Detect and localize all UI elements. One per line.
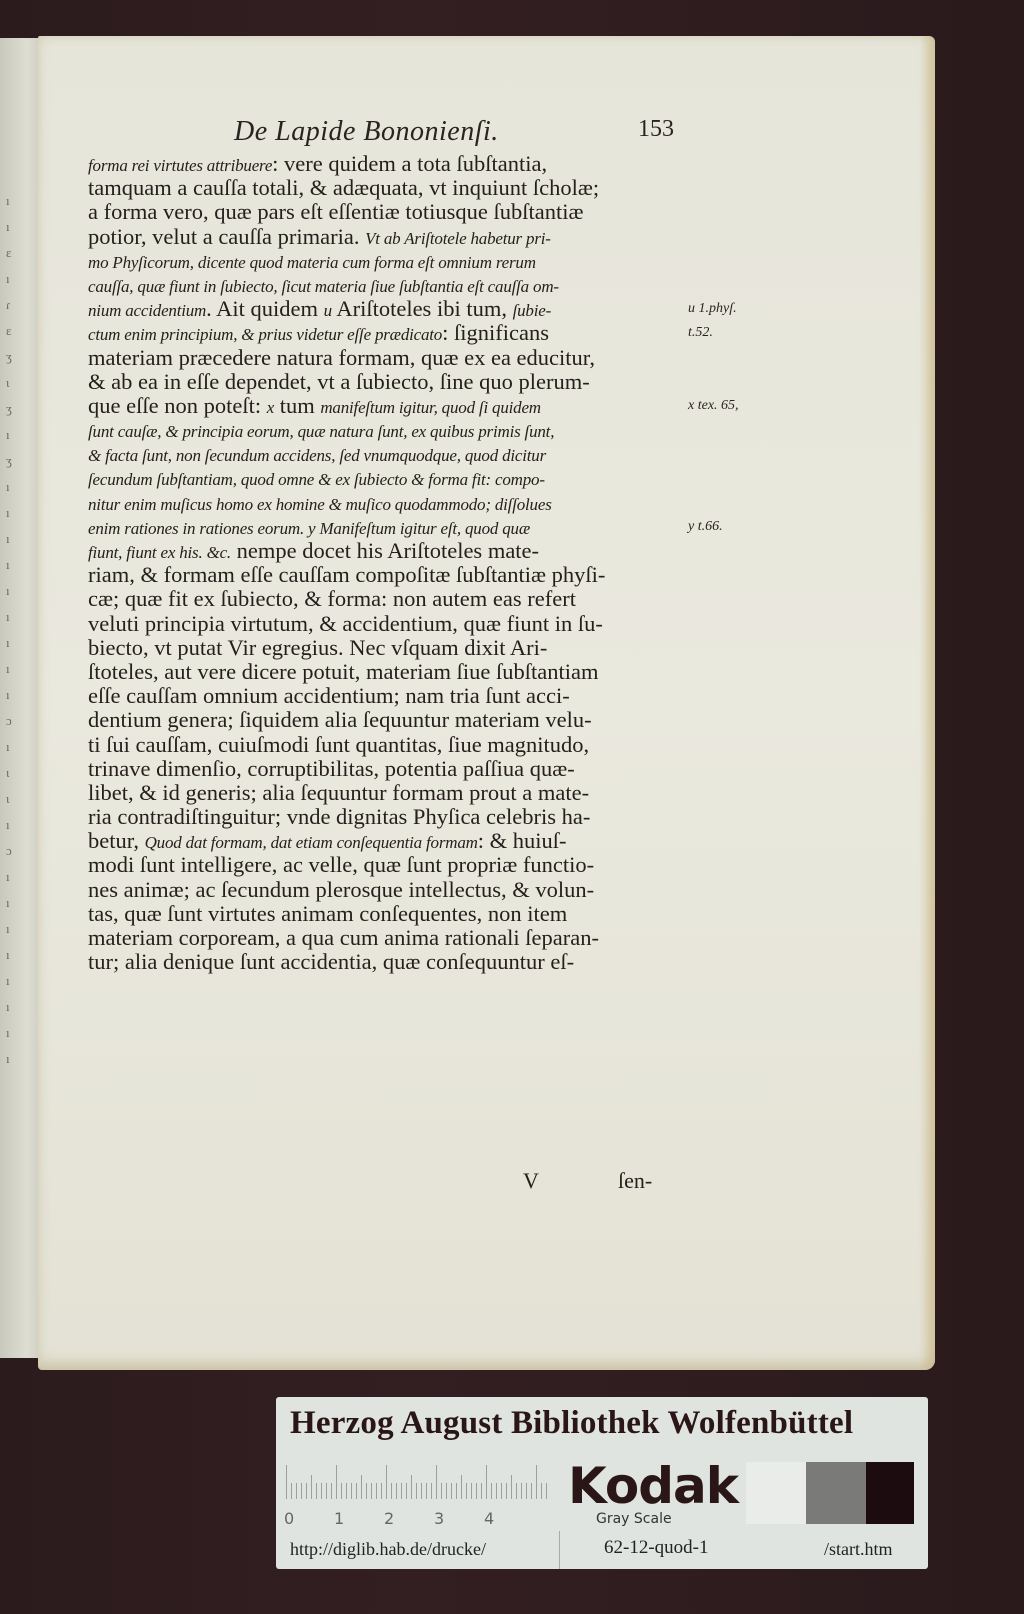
ruler-tick (536, 1465, 537, 1499)
italic-quotation: ſecundum ſubſtantiam, quod omne & ex ſubiecto & forma fit: compo- (88, 470, 545, 490)
text-line (88, 950, 728, 974)
gray-swatch-gray (806, 1462, 866, 1524)
ruler-tick (331, 1483, 332, 1499)
italic-quotation: & facta ſunt, non ſecundum accidens, ſed vnumquodque, quod dicitur (88, 446, 546, 466)
roman-text: modi ſunt intelligere, ac velle, quæ ſunt propriæ functio- (88, 852, 595, 878)
ruler-tick (511, 1475, 512, 1499)
call-number: 62-12-quod-1 (604, 1537, 709, 1558)
italic-quotation: ctum enim principium, & prius videtur eſſe prædicato (88, 325, 443, 345)
roman-text: ſtoteles, aut vere dicere potuit, materiam ſiue ſubſtantiam (88, 658, 599, 684)
previous-page-edge (0, 38, 39, 1358)
ruler-tick (296, 1483, 297, 1499)
italic-quotation: mo Phyſicorum, dicente quod materia cum forma eſt omnium rerum (88, 252, 536, 272)
text-line (88, 491, 728, 515)
ruler-tick (476, 1483, 477, 1499)
ruler-tick (461, 1475, 462, 1499)
roman-text: trinave dimenſio, corruptibilitas, potentia paſſiua quæ- (88, 755, 575, 781)
previous-page-bleed: ı ı ε ı ɾ ɛ ʒ ɩ ʒ ı ʒ ı ı ı ı ı ı ı ı ı ɔ ı ɩ ɩ ı ɔ ı ı ı ı ı ı ı ı (6, 193, 12, 1066)
text-line (88, 442, 728, 466)
roman-text: materiam præcedere natura formam, quæ ex ea educitur, (88, 344, 595, 370)
text-line (88, 612, 728, 636)
ruler-tick (436, 1465, 437, 1499)
margin-note: y t.66. (688, 519, 723, 534)
ruler-tick (491, 1483, 492, 1499)
roman-text: potior, velut a cauſſa primaria. (88, 223, 366, 249)
roman-text: Ariſtoteles ibi tum, (331, 296, 513, 322)
text-line (88, 853, 728, 877)
ruler-tick (521, 1483, 522, 1499)
roman-text: tur; alia denique ſunt accidentia, quæ conſequuntur eſ- (88, 949, 575, 975)
ruler-tick (416, 1483, 417, 1499)
gray-swatch-black (866, 1462, 914, 1524)
text-line (88, 176, 728, 200)
roman-text: ti ſui cauſſam, cuiuſmodi ſunt quantitas, ſiue magnitudo, (88, 731, 590, 757)
ruler-tick (381, 1483, 382, 1499)
text-line (88, 636, 728, 660)
italic-quotation: x (266, 397, 275, 417)
ruler-tick (366, 1483, 367, 1499)
roman-text: eſſe cauſſam omnium accidentium; nam tria ſunt acci- (88, 683, 570, 709)
roman-text: & ab ea in eſſe dependet, vt a ſubiecto, ſine quo plerum- (88, 368, 590, 394)
ruler-tick (486, 1465, 487, 1499)
roman-text: ria contradiſtinguitur; vnde dignitas Phyſica celebris ha- (88, 804, 591, 830)
ruler-number: 1 (334, 1509, 345, 1528)
text-line (88, 781, 728, 805)
ruler-tick (391, 1483, 392, 1499)
roman-text: . Ait quidem (206, 296, 324, 322)
roman-text: tum (274, 392, 321, 418)
ruler-tick (531, 1483, 532, 1499)
ruler-number: 2 (384, 1509, 395, 1528)
ruler-tick (376, 1483, 377, 1499)
url-suffix: /start.htm (824, 1539, 893, 1559)
italic-quotation: Quod dat formam, dat etiam conſequentia formam (144, 833, 478, 853)
ruler-tick (396, 1483, 397, 1499)
ruler-tick (336, 1465, 337, 1499)
ruler-tick (301, 1483, 302, 1499)
italic-quotation: manifeſtum igitur, quod ſi quidem (320, 397, 541, 417)
roman-text: dentium genera; ſiquidem alia ſequuntur materiam velu- (88, 707, 592, 733)
ruler-tick (316, 1483, 317, 1499)
text-line (88, 563, 728, 587)
ruler-tick (426, 1483, 427, 1499)
text-line (88, 660, 728, 684)
italic-quotation: enim rationes in rationes eorum. y Manifeſtum igitur eſt, quod quæ (88, 518, 530, 538)
ruler-tick (466, 1483, 467, 1499)
text-line (88, 587, 728, 611)
label-divider (559, 1531, 560, 1569)
roman-text: veluti principia virtutum, & accidentium, quæ fiunt in ſu- (88, 610, 603, 636)
roman-text: riam, & formam eſſe cauſſam compoſitæ ſubſtantiæ phyſi- (88, 562, 606, 588)
roman-text: nempe docet his Ariſtoteles mate- (231, 538, 540, 563)
gray-swatch-white (746, 1462, 806, 1524)
text-line (88, 249, 728, 273)
text-line (88, 926, 728, 950)
roman-text: : & huiuſ- (477, 828, 567, 854)
text-line (88, 733, 728, 757)
text-line (88, 829, 728, 853)
scale-ruler (286, 1463, 548, 1499)
text-line (88, 346, 728, 370)
library-label-card (276, 1397, 928, 1569)
text-line (88, 902, 728, 926)
ruler-tick (386, 1465, 387, 1499)
ruler-tick (371, 1483, 372, 1499)
ruler-tick (341, 1483, 342, 1499)
text-line (88, 805, 728, 829)
italic-quotation: cauſſa, quæ fiunt in ſubiecto, ſicut materia ſiue ſubſtantia eſt cauſſa om- (88, 276, 559, 296)
text-line (88, 200, 728, 224)
ruler-tick (326, 1483, 327, 1499)
roman-text: nes animæ; ac ſecundum plerosque intellectus, & volun- (88, 876, 595, 902)
ruler-tick (351, 1483, 352, 1499)
catchword: ſen- (618, 1168, 653, 1193)
book-page (38, 36, 935, 1370)
signature-mark: V (523, 1168, 539, 1193)
text-line (88, 418, 728, 442)
roman-text: biecto, vt putat Vir egregius. Nec vſquam dixit Ari- (88, 634, 548, 660)
text-line (88, 708, 728, 732)
ruler-tick (441, 1483, 442, 1499)
italic-quotation: ſunt cauſæ, & principia eorum, quæ natura ſunt, ex quibus primis ſunt, (88, 422, 555, 442)
ruler-tick (421, 1483, 422, 1499)
ruler-tick (496, 1483, 497, 1499)
ruler-tick (446, 1483, 447, 1499)
ruler-tick (411, 1475, 412, 1499)
text-line (88, 515, 728, 539)
ruler-tick (541, 1483, 542, 1499)
margin-note: u 1.phyſ. (688, 301, 737, 317)
text-line (88, 466, 728, 490)
ruler-tick (456, 1483, 457, 1499)
ruler-tick (286, 1465, 287, 1499)
roman-text: : vere quidem a tota ſubſtantia, (272, 151, 548, 176)
text-line (88, 152, 728, 176)
ruler-tick (481, 1483, 482, 1499)
body-text (88, 152, 728, 974)
ruler-tick (506, 1483, 507, 1499)
ruler-tick (356, 1483, 357, 1499)
italic-quotation: nium accidentium (88, 301, 207, 321)
italic-quotation: ſubie- (512, 301, 552, 321)
italic-quotation: Vt ab Ariſtotele habetur pri- (365, 228, 551, 248)
ruler-tick (306, 1483, 307, 1499)
roman-text: cæ; quæ fit ex ſubiecto, & forma: non autem eas refert (88, 586, 576, 612)
margin-note: t.52. (688, 325, 713, 341)
roman-text: tamquam a cauſſa totali, & adæquata, vt inquiunt ſcholæ; (88, 175, 600, 201)
ruler-tick (321, 1483, 322, 1499)
ruler-tick (501, 1483, 502, 1499)
ruler-tick (291, 1483, 292, 1499)
ruler-tick (406, 1483, 407, 1499)
text-line (88, 370, 728, 394)
margin-note: x tex. 65, (688, 398, 739, 413)
text-line (88, 297, 728, 321)
ruler-tick (526, 1483, 527, 1499)
ruler-number: 3 (434, 1509, 445, 1528)
text-line (88, 684, 728, 708)
ruler-tick (451, 1483, 452, 1499)
roman-text: materiam corpoream, a qua cum anima rationali ſeparan- (88, 925, 600, 950)
kodak-logo: Kodak (568, 1457, 738, 1515)
gray-scale-label: Gray Scale (596, 1511, 672, 1527)
text-line (88, 321, 728, 345)
ruler-tick (516, 1483, 517, 1499)
ruler-number: 0 (284, 1509, 295, 1528)
roman-text: que eſſe non poteſt: (88, 392, 267, 418)
roman-text: a forma vero, quæ pars eſt eſſentiæ totiusque ſubſtantiæ (88, 199, 584, 225)
roman-text: tas, quæ ſunt virtutes animam conſequentes, non item (88, 900, 568, 926)
ruler-tick (346, 1483, 347, 1499)
text-line (88, 394, 728, 418)
url-prefix: http://diglib.hab.de/drucke/ (290, 1539, 486, 1559)
text-line (88, 539, 728, 563)
ruler-number: 4 (484, 1509, 495, 1528)
running-head: De Lapide Bononienſi. (234, 116, 499, 147)
roman-text: : ſignificans (442, 320, 549, 346)
text-line (88, 225, 728, 249)
text-line (88, 757, 728, 781)
italic-quotation: u (323, 301, 332, 321)
page-number: 153 (638, 116, 674, 142)
ruler-tick (311, 1475, 312, 1499)
text-line (88, 878, 728, 902)
roman-text: betur, (88, 828, 145, 854)
italic-quotation: fiunt, fiunt ex his. &c. (88, 543, 231, 562)
italic-quotation: forma rei virtutes attribuere (88, 156, 273, 175)
roman-text: libet, & id generis; alia ſequuntur formam prout a mate- (88, 779, 590, 805)
ruler-tick (471, 1483, 472, 1499)
ruler-tick (401, 1483, 402, 1499)
text-line (88, 273, 728, 297)
institution-name: Herzog August Bibliothek Wolfenbüttel (290, 1405, 854, 1441)
ruler-tick (361, 1475, 362, 1499)
ruler-tick (431, 1483, 432, 1499)
italic-quotation: nitur enim muſicus homo ex homine & muſico quodammodo; diſſolues (88, 494, 552, 514)
ruler-tick (546, 1483, 547, 1499)
